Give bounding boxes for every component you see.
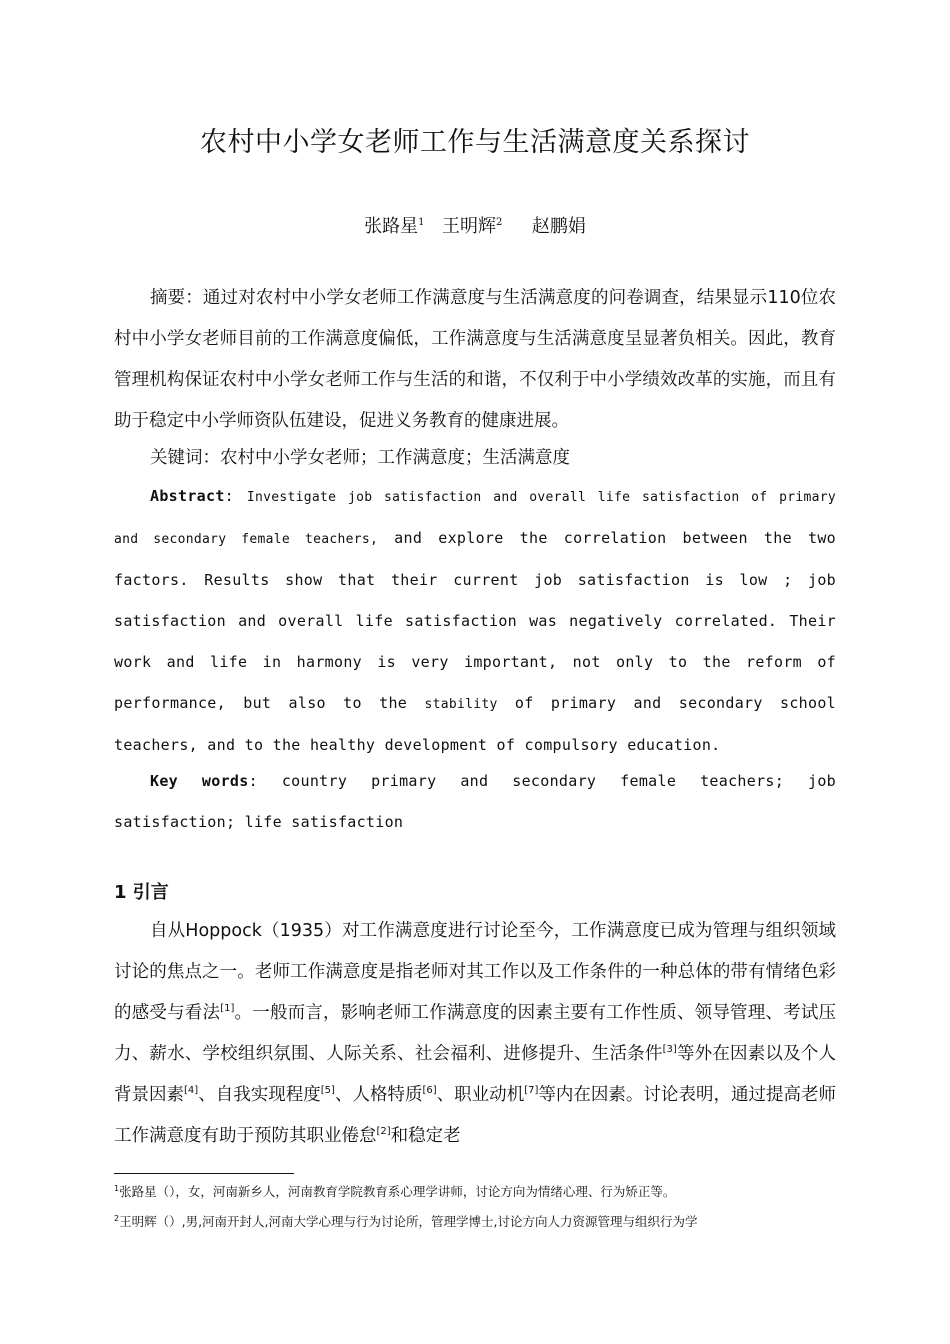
keywords-en: Key words: country primary and secondary female teachers; job satisfaction; life satisfaction [114,772,836,831]
keywords-en-text: country primary and secondary female teachers; job satisfaction; life satisfaction [114,772,836,831]
author-name: 王明辉$^2$ [442,216,503,237]
abstract-en-part1: Investigate job satisfaction and overall life satisfaction of primary and secondary female teachers, [114,490,836,547]
keywords-cn-text: 农村中小学女老师；工作满意度；生活满意度 [220,448,570,468]
abstract-en-part2: and explore the correlation between the two factors. Results show that their current job satisfaction is low ; job satisfaction and overall life satisfaction was negatively correlated. Their work and life in harmony is very important, not only to the reform of performance, but also to the [114,529,836,712]
section-heading: 1 引言 [114,882,169,903]
citation: [7] [524,1085,539,1097]
abstract-en-label: Abstract [150,487,225,505]
author-name: 赵鹏娟 [531,216,586,237]
footnote-1: $^1$张路星（），女，河南新乡人，河南教育学院教育系心理学讲师，讨论方向为情绪心理、行为矫正等。 [114,1184,676,1200]
footnote-2: $^2$王明辉（）,男,河南开封人,河南大学心理与行为讨论所，管理学博士,讨论方向人力资源管理与组织行为学 [114,1214,698,1230]
keywords-cn [114,438,836,479]
abstract-en-part3: stability [424,697,498,712]
abstract-cn-label: 摘要： [150,288,203,308]
abstract-cn-text: 通过对农村中小学女老师工作满意度与生活满意度的问卷调查，结果显示110位农村中小学女老师目前的工作满意度偏低，工作满意度与生活满意度呈显著负相关。因此，教育管理机构保证农村中小学女老师工作与生活的和谐，不仅利于中小学绩效改革的实施，而且有助于稳定中小学师资队伍建设，促进义务教育的健康进展。 [114,288,837,431]
keywords-en-label: Key words [150,772,249,790]
author-name: 张路星$^1$ [364,216,425,237]
paper-title: 农村中小学女老师工作与生活满意度关系探讨 [200,127,750,158]
citation: [3] [662,1044,677,1056]
intro-paragraph: 自从Hoppock（1935）对工作满意度进行讨论至今，工作满意度已成为管理与组织领域讨论的焦点之一。老师工作满意度是指老师对其工作以及工作条件的一种总体的带有情绪色彩的感受与看法[1]。一般而言，影响老师工作满意度的因素主要有工作性质、领导管理、考试压力、薪水、学校组织氛围、人际关系、社会福利、进修提升、生活条件[3]等外在因素以及个人背景因素[4]、自我实现程度[5]、人格特质[6]、职业动机[7]等内在因素。讨论表明，通过提高老师工作满意度有助于预防其职业倦怠[2]和稳定老 [114,921,837,1146]
citation: [6] [422,1085,437,1097]
abstract-en: Abstract: Investigate job satisfaction and overall life satisfaction of primary and secondary female teachers, and explore the correlation between the two factors. Results show that their current job satisfaction is low ; job satisfaction and overall life satisfaction was negatively correlated. Their work and life in harmony is very important, not only to the reform of performance, but also to the stability of primary and secondary school teachers, and to the healthy development of compulsory education. [114,487,836,754]
citation: [2] [376,1126,391,1138]
citation: [1] [220,1003,235,1015]
keywords-cn-label: 关键词： [150,448,220,468]
footnote-divider [114,1173,294,1174]
abstract-cn [114,278,836,442]
citation: [4] [184,1085,199,1097]
author-line [0,212,950,238]
citation: [5] [320,1085,335,1097]
abstract-en-part4: of primary and secondary school teachers, and to the healthy development of compulsory education. [114,694,836,754]
